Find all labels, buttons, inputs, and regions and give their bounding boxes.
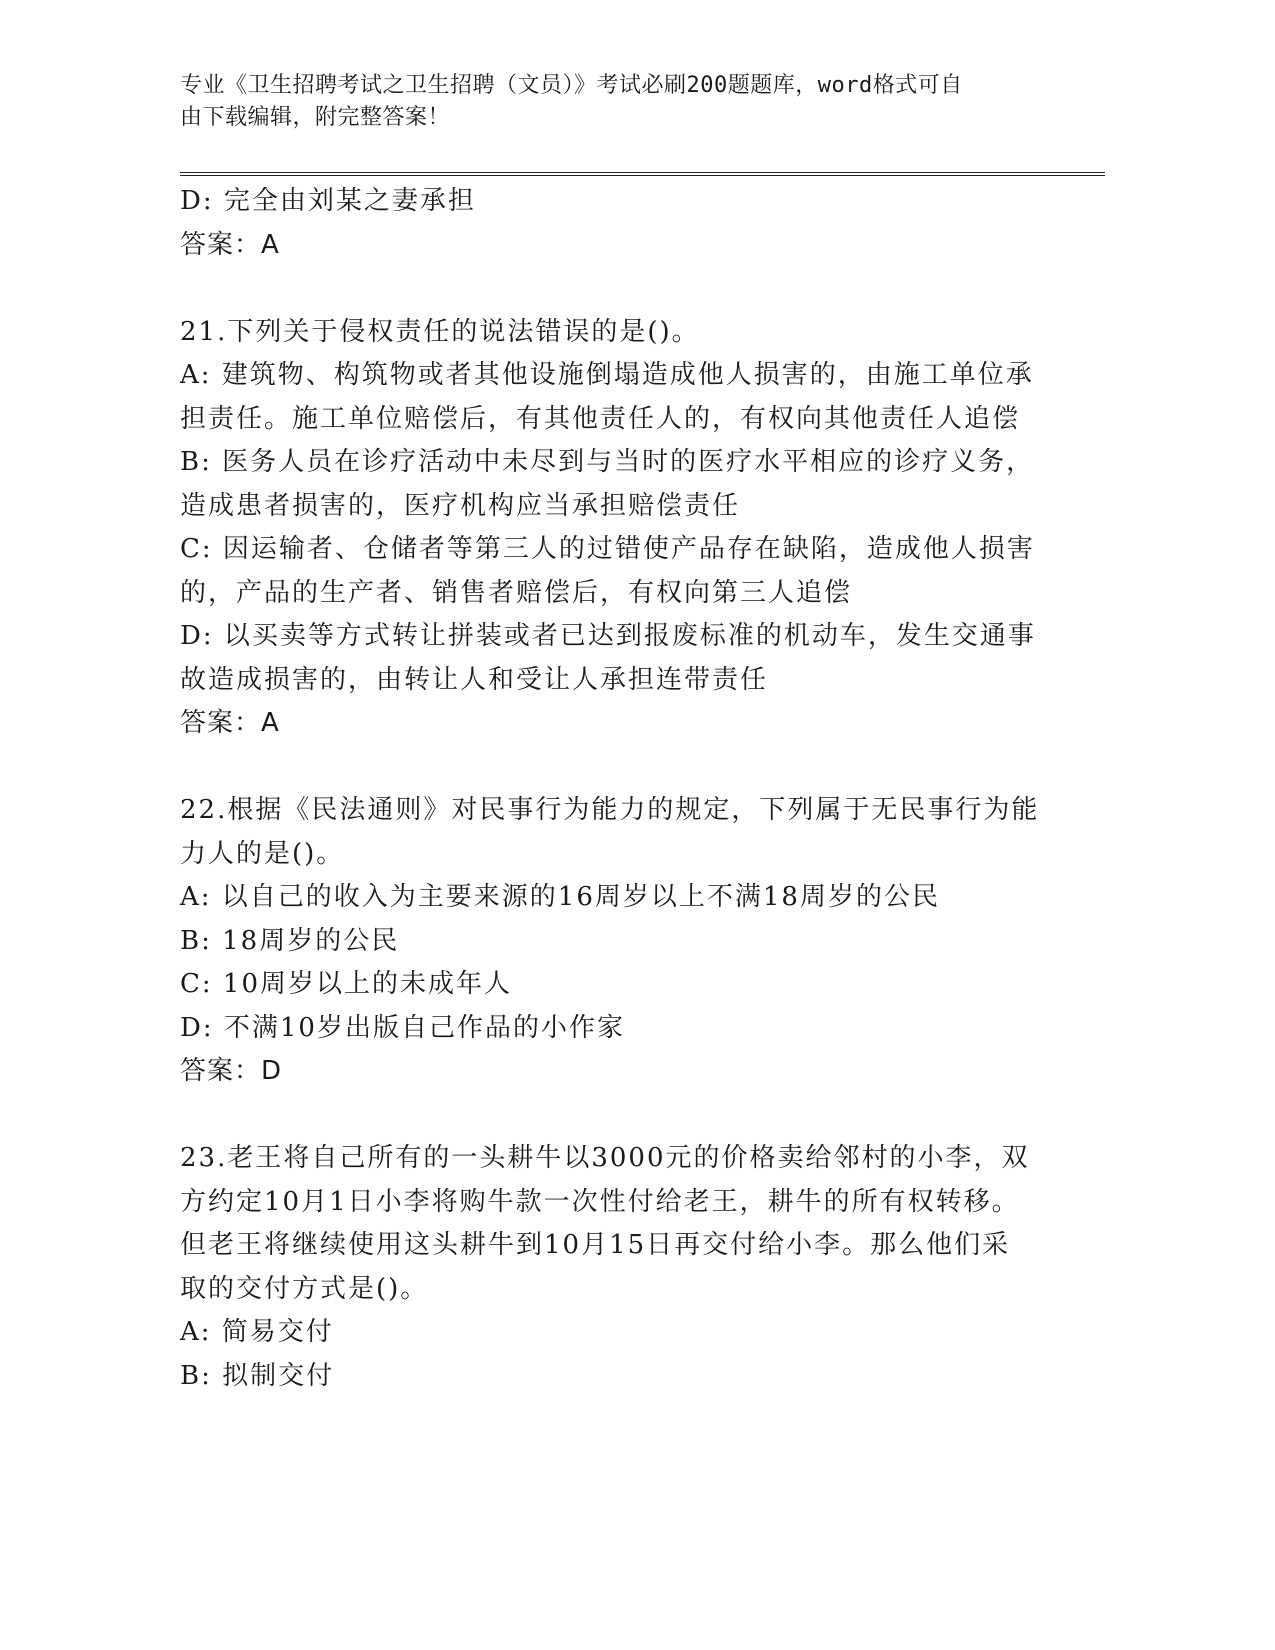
option-a-line-1: A: 建筑物、构筑物或者其他设施倒塌造成他人损害的，由施工单位承	[180, 360, 1034, 390]
answer: 答案：A	[180, 229, 280, 260]
option-b-line-2: 造成患者损害的，医疗机构应当承担赔偿责任	[180, 490, 741, 521]
option-d-line-2: 故造成损害的，由转让人和受让人承担连带责任	[180, 664, 769, 695]
answer: 答案：D	[180, 1056, 283, 1086]
question-text-line-2: 方约定10月1日小李将购牛款一次性付给老王，耕牛的所有权转移。	[180, 1186, 1020, 1217]
option-a: A: 以自己的收入为主要来源的16周岁以上不满18周岁的公民	[180, 882, 940, 912]
question-text-line-2: 力人的是()。	[180, 838, 345, 869]
question-text: 21.下列关于侵权责任的说法错误的是()。	[180, 316, 700, 347]
question-text-line-3: 但老王将继续使用这头耕牛到10月15日再交付给小李。那么他们采	[180, 1230, 1011, 1260]
option-c-line-2: 的，产品的生产者、销售者赔偿后，有权向第三人追偿	[180, 577, 853, 608]
page-header	[180, 70, 1040, 134]
option-b-line-1: B: 医务人员在诊疗活动中未尽到与当时的医疗水平相应的诊疗义务，	[180, 447, 1035, 477]
option-d: D: 不满10岁出版自己作品的小作家	[180, 1012, 625, 1043]
question-text-line-1: 22.根据《民法通则》对民事行为能力的规定，下列属于无民事行为能	[180, 795, 1040, 825]
spacer	[180, 746, 1040, 790]
question-20-tail	[180, 180, 1040, 267]
header-title-line-2: 由下载编辑，附完整答案！	[180, 105, 451, 130]
question-content	[180, 180, 1040, 1398]
header-title-line-1: 专业《卫生招聘考试之卫生招聘（文员）》考试必刷200题题库，word格式可自	[180, 73, 963, 98]
spacer	[180, 267, 1040, 311]
question-text-line-4: 取的交付方式是()。	[180, 1273, 429, 1304]
answer: 答案：A	[180, 708, 280, 738]
option-d: D: 完全由刘某之妻承担	[180, 186, 476, 216]
option-c: C: 10周岁以上的未成年人	[180, 969, 513, 999]
spacer	[180, 1094, 1040, 1138]
header-divider	[180, 172, 1105, 176]
option-d-line-1: D: 以买卖等方式转让拼装或者已达到报废标准的机动车，发生交通事	[180, 621, 1036, 651]
option-a: A: 简易交付	[180, 1317, 334, 1347]
option-a-line-2: 担责任。施工单位赔偿后，有其他责任人的，有权向其他责任人追偿	[180, 403, 1021, 434]
question-22	[180, 789, 1040, 1094]
question-23	[180, 1137, 1040, 1398]
option-b: B: 拟制交付	[180, 1360, 335, 1391]
question-21	[180, 311, 1040, 746]
question-text-line-1: 23.老王将自己所有的一头耕牛以3000元的价格卖给邻村的小李，双	[180, 1143, 1030, 1173]
option-b: B: 18周岁的公民	[180, 925, 400, 956]
option-c-line-1: C: 因运输者、仓储者等第三人的过错使产品存在缺陷，造成他人损害	[180, 534, 1035, 564]
